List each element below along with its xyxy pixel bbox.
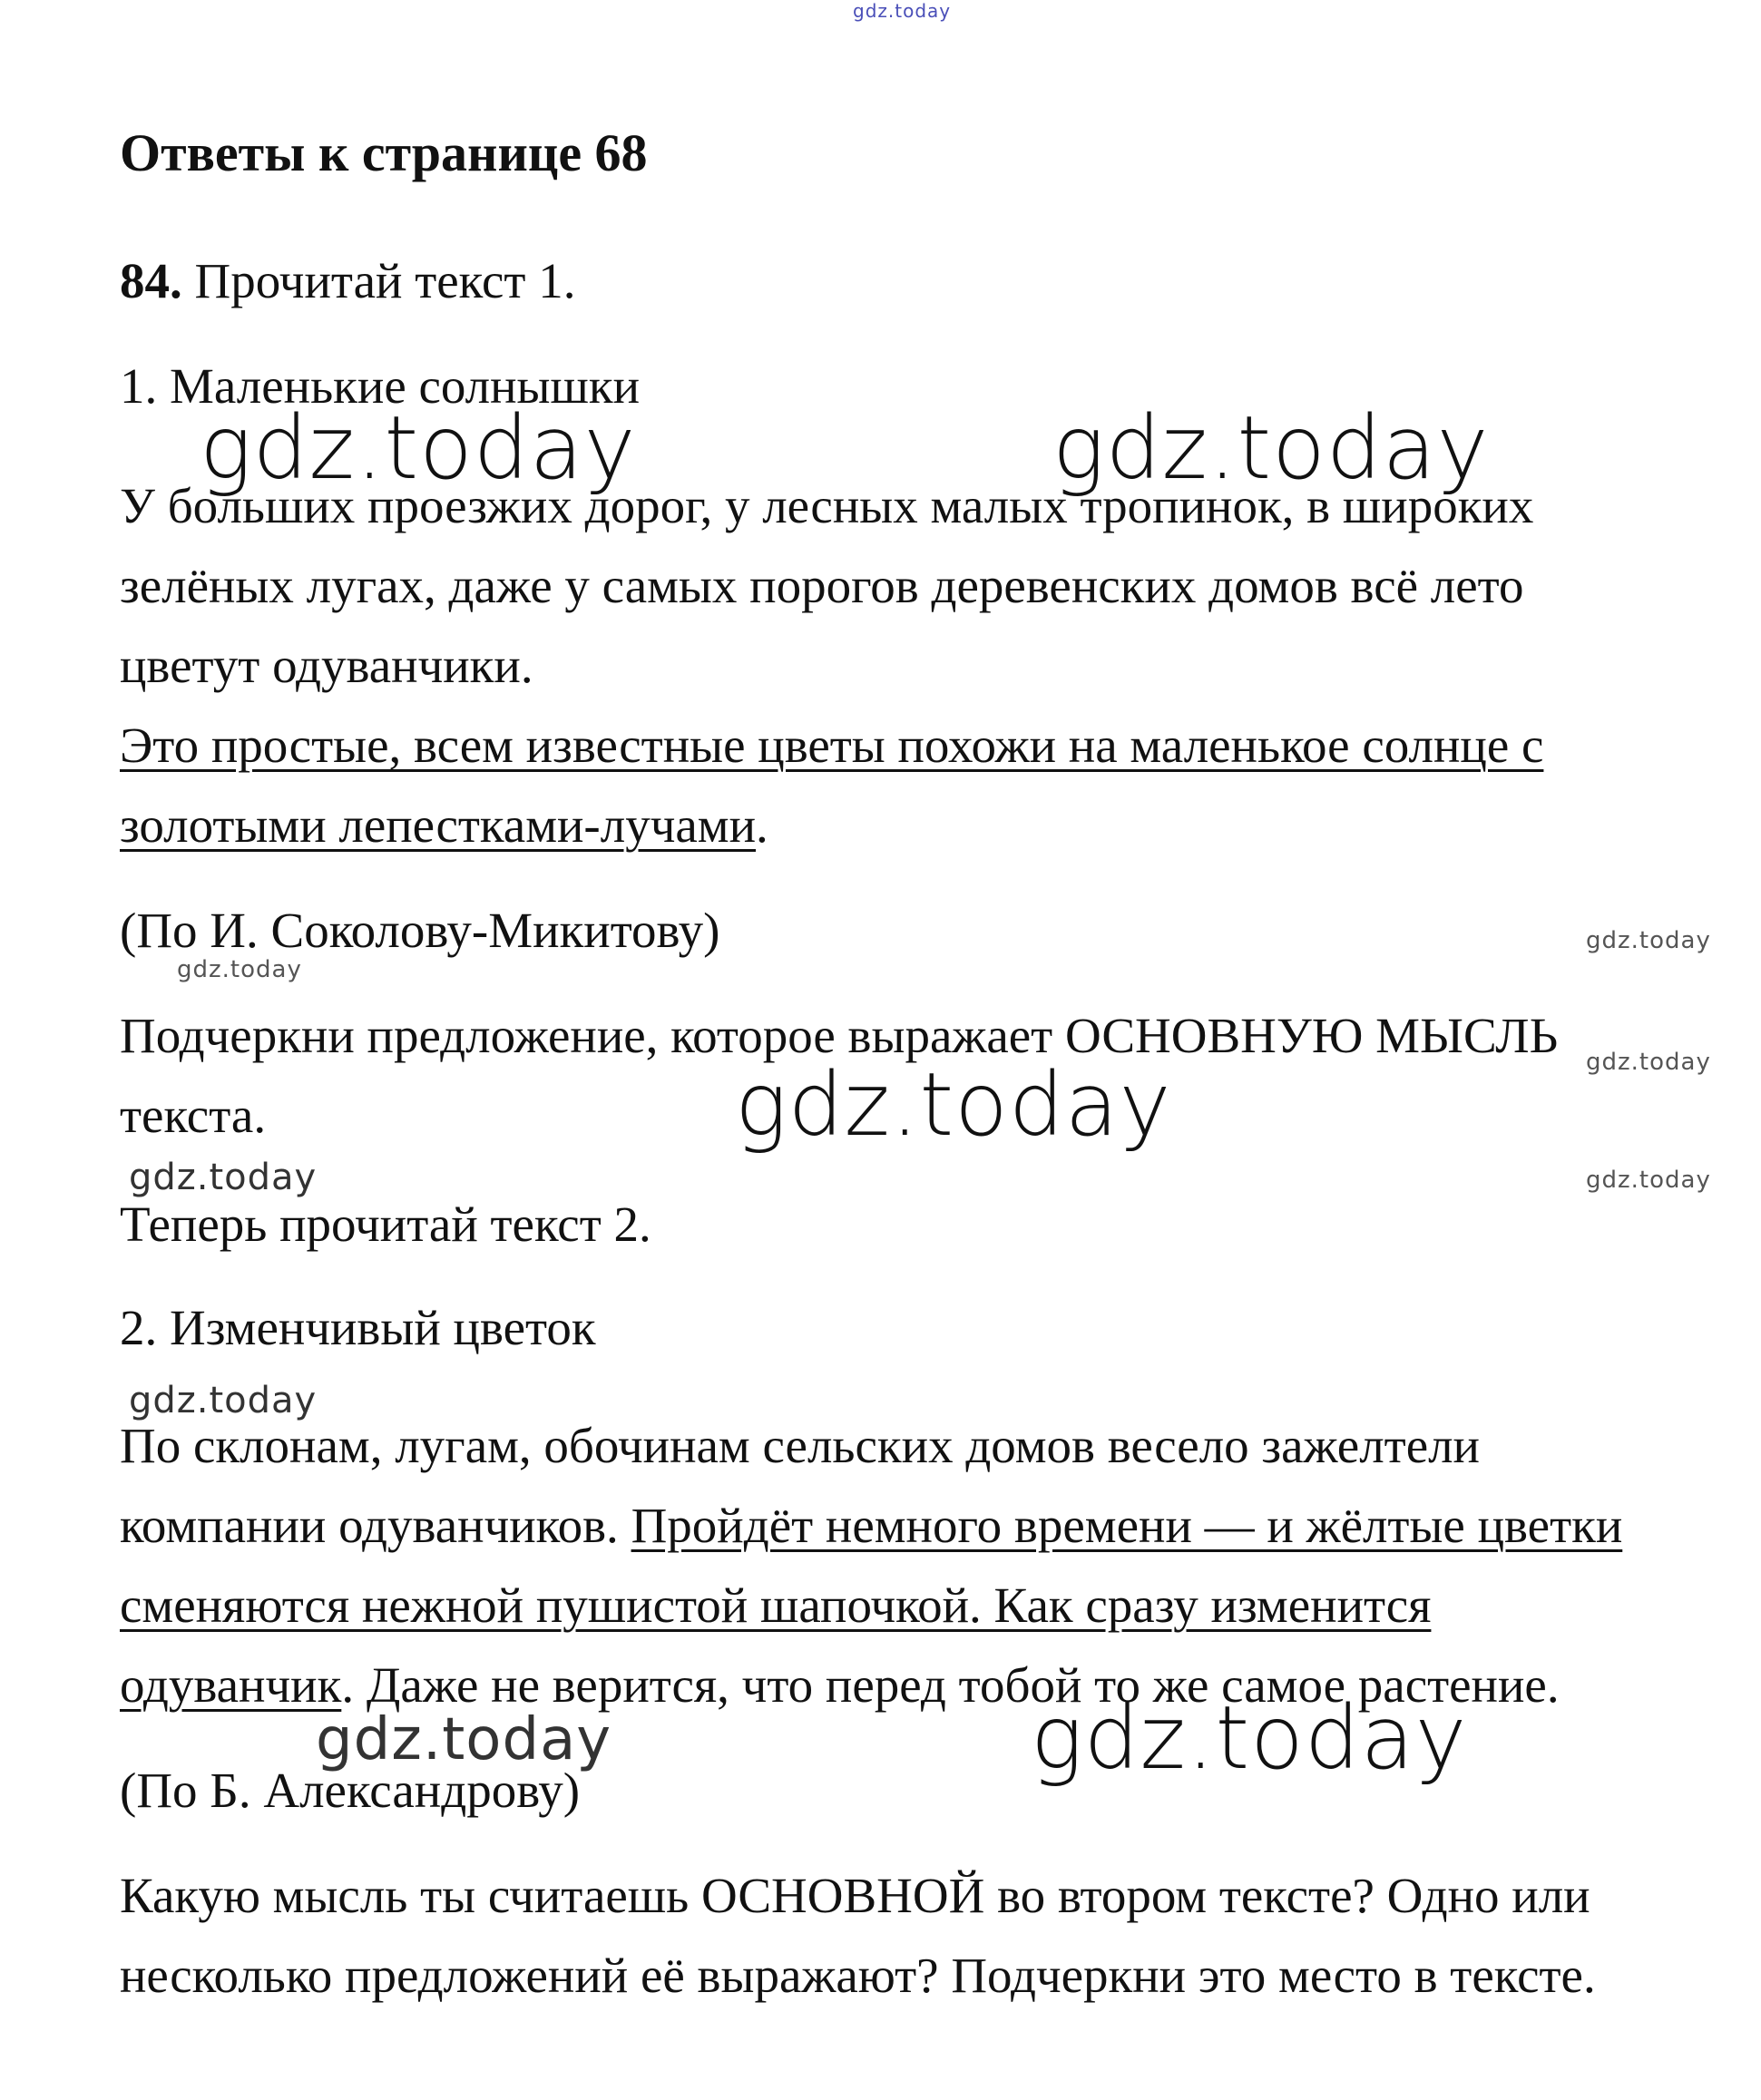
task2-line-2: несколько предложений её выражают? Подчеркни это место в тексте. [120,1948,1596,2003]
task2-line-1: Какую мысль ты считаешь ОСНОВНОЙ во втором тексте? Одно или [120,1868,1590,1923]
watermark-big-3: gdz.today [735,1054,1172,1156]
exercise-number: 84. [120,253,182,308]
exercise-instruction [120,253,576,308]
watermark-small-2: gdz.today [177,956,302,983]
transition-text: Теперь прочитай текст 2. [120,1197,651,1252]
watermark-small-4: gdz.today [1586,1167,1711,1194]
text2-main-idea-part-2: сменяются нежной пушистой шапочкой. Как сразу изменится [120,1577,1432,1633]
task1-line-2: текста. [120,1088,267,1143]
text2-main-idea-part-3: одуванчик [120,1657,342,1713]
page-title: Ответы к странице 68 [120,123,648,182]
text1-line-2: зелёных лугах, даже у самых порогов деревенских домов всё лето [120,558,1524,613]
text2-line-2-plain: компании одуванчиков. [120,1498,631,1553]
text2-line-1: По склонам, лугам, обочинам сельских домов весело зажелтели [120,1418,1480,1473]
watermark-mid-2: gdz.today [129,1380,318,1421]
text1-author: (По И. Соколову-Микитову) [120,903,720,958]
text2-line-2 [120,1498,1623,1553]
watermark-big-1: gdz.today [200,397,637,499]
text1-line-4 [120,718,1544,773]
text1-line-3: цветут одуванчики. [120,638,533,693]
watermark-top: gdz.today [853,0,952,22]
text2-heading: 2. Изменчивый цветок [120,1300,596,1355]
watermark-big-4: gdz.today [1031,1687,1468,1789]
text1-line-5 [120,797,768,853]
text1-line-5-tail: . [756,797,768,853]
text2-main-idea-part-1: Пройдёт немного времени — и жёлтые цветки [631,1498,1623,1553]
watermark-mid-3: gdz.today [316,1706,612,1773]
text2-author: (По Б. Александрову) [120,1763,581,1818]
text1-main-idea-part-2: золотыми лепестками-лучами [120,797,757,853]
text1-main-idea-part-1: Это простые, всем известные цветы похожи на маленькое солнце с [120,718,1544,773]
watermark-big-2: gdz.today [1052,397,1490,499]
text1-line-1: У больших проезжих дорог, у лесных малых тропинок, в широких [120,478,1534,533]
task1-line-1: Подчеркни предложение, которое выражает ОСНОВНУЮ МЫСЛЬ [120,1008,1559,1063]
watermark-small-3: gdz.today [1586,1049,1711,1076]
text1-heading: 1. Маленькие солнышки [120,358,641,414]
watermark-mid-1: gdz.today [129,1157,318,1198]
text2-line-4-plain: . Даже не верится, что перед тобой то же самое растение. [341,1657,1560,1713]
text2-line-3 [120,1577,1432,1633]
watermark-small-1: gdz.today [1586,927,1711,954]
exercise-instruction-text: Прочитай текст 1. [194,253,576,308]
